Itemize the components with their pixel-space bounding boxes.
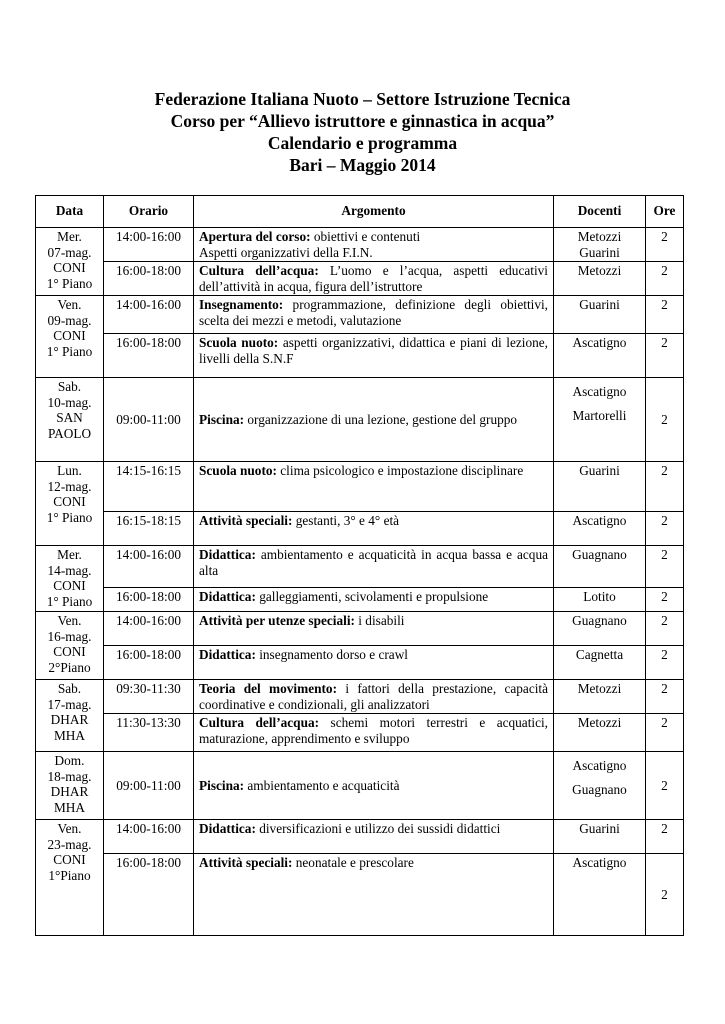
teacher-name: Martorelli xyxy=(572,407,627,423)
teacher-name: Lotito xyxy=(583,589,616,604)
date-line: Ven. xyxy=(57,613,82,628)
topic-label: Didattica: xyxy=(199,589,256,604)
teacher-cell xyxy=(554,296,646,334)
date-line: Ven. xyxy=(57,297,82,312)
topic-text: galleggiamenti, scivolamenti e propulsione xyxy=(255,589,489,604)
time-cell: 16:00-18:00 xyxy=(104,334,194,378)
teacher-name: Ascatigno xyxy=(572,758,627,773)
time-cell: 14:00-16:00 xyxy=(104,820,194,854)
teacher-cell xyxy=(554,680,646,714)
teacher-name: Guarini xyxy=(579,297,620,312)
time-cell: 16:00-18:00 xyxy=(104,854,194,936)
topic-label: Apertura del corso: xyxy=(199,229,311,244)
date-line: 1° Piano xyxy=(46,343,93,359)
date-line: SAN xyxy=(56,410,83,425)
date-line: MHA xyxy=(53,799,86,815)
time-cell: 16:00-18:00 xyxy=(104,646,194,680)
date-line: MHA xyxy=(53,727,86,743)
teacher-name: Metozzi xyxy=(577,715,622,730)
teacher-name: Ascatigno xyxy=(572,335,627,350)
date-line: Mer. xyxy=(57,547,82,562)
topic-text: clima psicologico e impostazione disciplinare xyxy=(276,463,524,478)
time-cell: 14:00-16:00 xyxy=(104,296,194,334)
column-header-docenti: Docenti xyxy=(554,196,646,228)
teacher-name: Metozzi xyxy=(577,229,622,244)
teacher-cell xyxy=(554,752,646,820)
topic-text: organizzazione di una lezione, gestione del gruppo xyxy=(244,411,518,427)
date-line: Ven. xyxy=(57,821,82,836)
teacher-cell xyxy=(554,714,646,752)
topic-cell xyxy=(194,588,554,612)
date-line: 17-mag. xyxy=(47,696,92,712)
hours-cell: 2 xyxy=(646,512,684,546)
topic-text: diversificazioni e utilizzo dei sussidi didattici xyxy=(255,821,501,836)
time-cell: 16:00-18:00 xyxy=(104,262,194,296)
teacher-name: Guagnano xyxy=(572,613,627,628)
topic-text: schemi motori terrestri e acquatici, maturazione, apprendimento e sviluppo xyxy=(199,715,548,746)
topic-label: Piscina: xyxy=(199,411,245,427)
topic-label: Cultura dell’acqua: xyxy=(199,263,319,278)
time-cell: 09:00-11:00 xyxy=(104,752,194,820)
topic-text: aspetti organizzativi, didattica e piani di lezione, livelli della S.N.F xyxy=(199,335,548,366)
date-line: 1°Piano xyxy=(48,867,91,883)
header-place-date: Bari – Maggio 2014 xyxy=(289,155,436,175)
table-row xyxy=(36,820,684,854)
time-cell: 14:15-16:15 xyxy=(104,462,194,512)
topic-text: L’uomo e l’acqua, aspetti educativi dell’attività in acqua, figura dell’istruttore xyxy=(199,263,548,294)
teacher-cell xyxy=(554,646,646,680)
topic-cell xyxy=(194,546,554,588)
topic-text: gestanti, 3° e 4° età xyxy=(292,513,400,528)
topic-label: Insegnamento: xyxy=(199,297,284,312)
date-line: 1° Piano xyxy=(46,593,93,609)
table-header-row xyxy=(36,196,684,228)
topic-cell xyxy=(194,680,554,714)
hours-cell: 2 xyxy=(646,378,684,462)
topic-cell xyxy=(194,612,554,646)
table-row xyxy=(36,752,684,820)
topic-label: Didattica: xyxy=(199,821,256,836)
hours-cell: 2 xyxy=(646,612,684,646)
table-row xyxy=(36,588,684,612)
time-cell: 09:30-11:30 xyxy=(104,680,194,714)
table-row xyxy=(36,546,684,588)
date-line: Lun. xyxy=(57,463,82,478)
teacher-cell xyxy=(554,588,646,612)
hours-cell: 2 xyxy=(646,262,684,296)
teacher-cell xyxy=(554,612,646,646)
topic-label: Cultura dell’acqua: xyxy=(199,715,320,730)
time-cell: 09:00-11:00 xyxy=(104,378,194,462)
topic-text: programmazione, definizione degli obiettivi, scelta dei mezzi e metodi, valutazione xyxy=(199,297,548,328)
date-line: DHAR xyxy=(50,712,89,727)
topic-extra: Aspetti organizzativi della F.I.N. xyxy=(199,244,373,260)
hours-cell: 2 xyxy=(646,854,684,936)
topic-cell xyxy=(194,334,554,378)
header-subtitle: Calendario e programma xyxy=(267,133,458,153)
date-line: 2°Piano xyxy=(48,659,91,675)
teacher-name: Metozzi xyxy=(577,681,622,696)
teacher-cell xyxy=(554,512,646,546)
teacher-cell xyxy=(554,820,646,854)
teacher-name: Guarini xyxy=(579,463,620,478)
document-header xyxy=(0,88,725,176)
date-cell xyxy=(36,296,104,378)
header-federation: Federazione Italiana Nuoto – Settore Istruzione Tecnica xyxy=(154,89,571,109)
date-cell xyxy=(36,228,104,296)
date-cell xyxy=(36,462,104,546)
topic-cell xyxy=(194,378,554,462)
topic-text: ambientamento e acquaticità in acqua bassa e acqua alta xyxy=(199,547,548,578)
topic-text: ambientamento e acquaticità xyxy=(244,777,400,793)
topic-cell xyxy=(194,296,554,334)
schedule-body xyxy=(36,228,684,936)
column-header-orario: Orario xyxy=(104,196,194,228)
teacher-name: Guarini xyxy=(579,244,620,260)
hours-cell: 2 xyxy=(646,820,684,854)
table-row xyxy=(36,378,684,462)
hours-cell: 2 xyxy=(646,296,684,334)
topic-cell xyxy=(194,512,554,546)
teacher-spacer xyxy=(559,774,640,782)
teacher-name: Guagnano xyxy=(572,547,627,562)
date-line: 1° Piano xyxy=(46,275,93,291)
teacher-cell xyxy=(554,546,646,588)
schedule-table xyxy=(35,195,684,936)
topic-label: Scuola nuoto: xyxy=(199,335,279,350)
date-line: 14-mag. xyxy=(47,562,92,578)
teacher-spacer xyxy=(559,400,640,408)
topic-label: Attività speciali: xyxy=(199,855,293,870)
date-line: DHAR xyxy=(50,784,89,799)
table-row xyxy=(36,334,684,378)
date-cell xyxy=(36,752,104,820)
topic-text: neonatale e prescolare xyxy=(292,855,414,870)
hours-cell: 2 xyxy=(646,546,684,588)
table-row xyxy=(36,612,684,646)
date-cell xyxy=(36,680,104,752)
time-cell: 11:30-13:30 xyxy=(104,714,194,752)
hours-cell: 2 xyxy=(646,752,684,820)
table-row xyxy=(36,228,684,262)
date-line: 09-mag. xyxy=(47,312,92,328)
date-line: 23-mag. xyxy=(47,836,92,852)
table-row xyxy=(36,462,684,512)
hours-cell: 2 xyxy=(646,646,684,680)
topic-label: Piscina: xyxy=(199,777,245,793)
date-line: 18-mag. xyxy=(47,768,92,784)
date-line: CONI xyxy=(53,852,86,867)
topic-text: i fattori della prestazione, capacità coordinative e condizionali, gli analizzatori xyxy=(199,681,549,712)
date-cell xyxy=(36,612,104,680)
date-line: 16-mag. xyxy=(47,628,92,644)
date-line: CONI xyxy=(53,494,86,509)
topic-cell xyxy=(194,820,554,854)
topic-cell xyxy=(194,262,554,296)
table-row xyxy=(36,512,684,546)
date-line: CONI xyxy=(53,260,86,275)
table-row xyxy=(36,854,684,936)
header-course: Corso per “Allievo istruttore e ginnastica in acqua” xyxy=(170,111,555,131)
column-header-data: Data xyxy=(36,196,104,228)
topic-cell xyxy=(194,462,554,512)
table-row xyxy=(36,646,684,680)
teacher-name: Cagnetta xyxy=(575,647,624,662)
teacher-cell xyxy=(554,854,646,936)
teacher-name: Ascatigno xyxy=(572,513,627,528)
time-cell: 14:00-16:00 xyxy=(104,228,194,262)
topic-cell xyxy=(194,228,554,262)
topic-cell xyxy=(194,646,554,680)
hours-cell: 2 xyxy=(646,334,684,378)
time-cell: 16:00-18:00 xyxy=(104,588,194,612)
topic-label: Didattica: xyxy=(199,547,256,562)
topic-label: Attività speciali: xyxy=(199,513,293,528)
topic-cell xyxy=(194,714,554,752)
teacher-name: Metozzi xyxy=(577,263,622,278)
date-cell xyxy=(36,546,104,612)
date-line: CONI xyxy=(53,328,86,343)
topic-text: insegnamento dorso e crawl xyxy=(255,647,409,662)
topic-cell xyxy=(194,752,554,820)
teacher-cell xyxy=(554,262,646,296)
teacher-cell xyxy=(554,228,646,262)
teacher-cell xyxy=(554,378,646,462)
date-line: Sab. xyxy=(57,379,82,394)
topic-cell xyxy=(194,854,554,936)
date-line: Mer. xyxy=(57,229,82,244)
table-row xyxy=(36,714,684,752)
date-line: 07-mag. xyxy=(47,244,92,260)
teacher-name: Ascatigno xyxy=(572,384,627,399)
teacher-cell xyxy=(554,334,646,378)
time-cell: 14:00-16:00 xyxy=(104,546,194,588)
teacher-cell xyxy=(554,462,646,512)
hours-cell: 2 xyxy=(646,228,684,262)
topic-text: obiettivi e contenuti xyxy=(310,229,421,244)
hours-cell: 2 xyxy=(646,588,684,612)
time-cell: 14:00-16:00 xyxy=(104,612,194,646)
hours-cell: 2 xyxy=(646,462,684,512)
date-line: Dom. xyxy=(54,753,85,768)
date-cell xyxy=(36,820,104,936)
topic-label: Teoria del movimento: xyxy=(199,681,338,696)
topic-label: Attività per utenze speciali: xyxy=(199,613,355,628)
column-header-ore: Ore xyxy=(646,196,684,228)
date-line: 10-mag. xyxy=(47,394,92,410)
date-line: 1° Piano xyxy=(46,509,93,525)
table-row xyxy=(36,296,684,334)
teacher-name: Guarini xyxy=(579,821,620,836)
date-line: 12-mag. xyxy=(47,478,92,494)
topic-text: i disabili xyxy=(354,613,405,628)
column-header-argomento: Argomento xyxy=(194,196,554,228)
table-row xyxy=(36,680,684,714)
teacher-name: Ascatigno xyxy=(572,855,627,870)
hours-cell: 2 xyxy=(646,680,684,714)
teacher-name: Guagnano xyxy=(572,781,627,797)
date-line: CONI xyxy=(53,644,86,659)
date-line: PAOLO xyxy=(47,425,92,441)
date-line: CONI xyxy=(53,578,86,593)
hours-cell: 2 xyxy=(646,714,684,752)
time-cell: 16:15-18:15 xyxy=(104,512,194,546)
table-row xyxy=(36,262,684,296)
date-cell xyxy=(36,378,104,462)
topic-label: Scuola nuoto: xyxy=(199,463,277,478)
date-line: Sab. xyxy=(57,681,82,696)
topic-label: Didattica: xyxy=(199,647,256,662)
